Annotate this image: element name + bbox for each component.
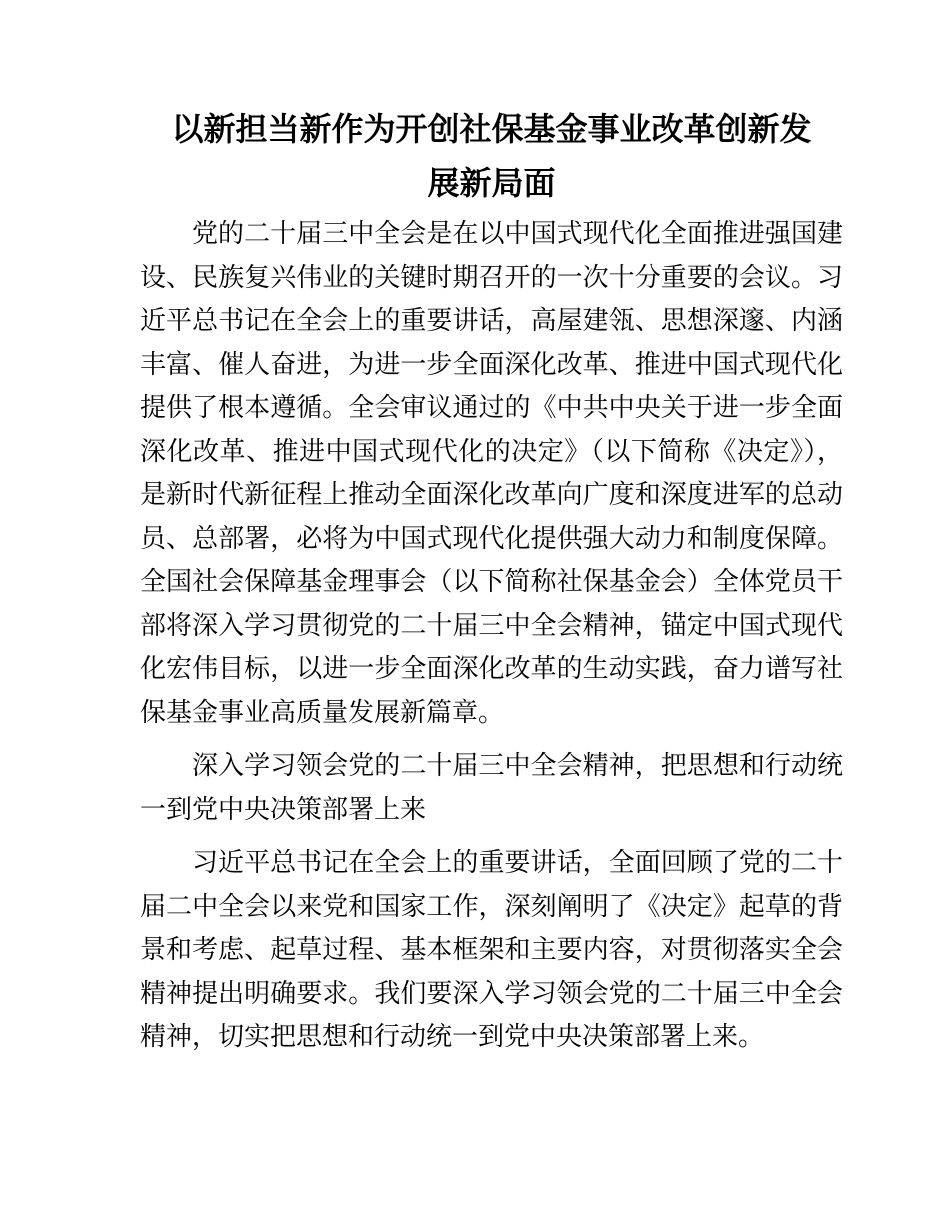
document-title: 以新担当新作为开创社保基金事业改革创新发展新局面: [171, 111, 812, 201]
paragraph: 党的二十届三中全会是在以中国式现代化全面推进强国建设、民族复兴伟业的关键时期召开的一次十分重要的会议。习近平总书记在全会上的重要讲话，高屋建瓴、思想深邃、内涵丰富、催人奋进，为进一步全面深化改革、推进中国式现代化提供了根本遵循。全会审议通过的《中共中央关于进一步全面深化改革、推进中国式现代化的决定》（以下简称《决定》），是新时代新征程上推动全面深化改革向广度和深度进军的总动员、总部署，必将为中国式现代化提供强大动力和制度保障。全国社会保障基金理事会（以下简称社保基金会）全体党员干部将深入学习贯彻党的二十届三中全会精神，锚定中国式现代化宏伟目标，以进一步全面深化改革的生动实践，奋力谱写社保基金事业高质量发展新篇章。: [140, 218, 843, 727]
paragraph: 习近平总书记在全会上的重要讲话，全面回顾了党的二十届二中全会以来党和国家工作，深刻阐明了《决定》起草的背景和考虑、起草过程、基本框架和主要内容，对贯彻落实全会精神提出明确要求。我们要深入学习领会党的二十届三中全会精神，切实把思想和行动统一到党中央决策部署上来。: [140, 847, 843, 1051]
section-heading: 深入学习领会党的二十届三中全会精神，把思想和行动统一到党中央决策部署上来: [140, 750, 843, 824]
